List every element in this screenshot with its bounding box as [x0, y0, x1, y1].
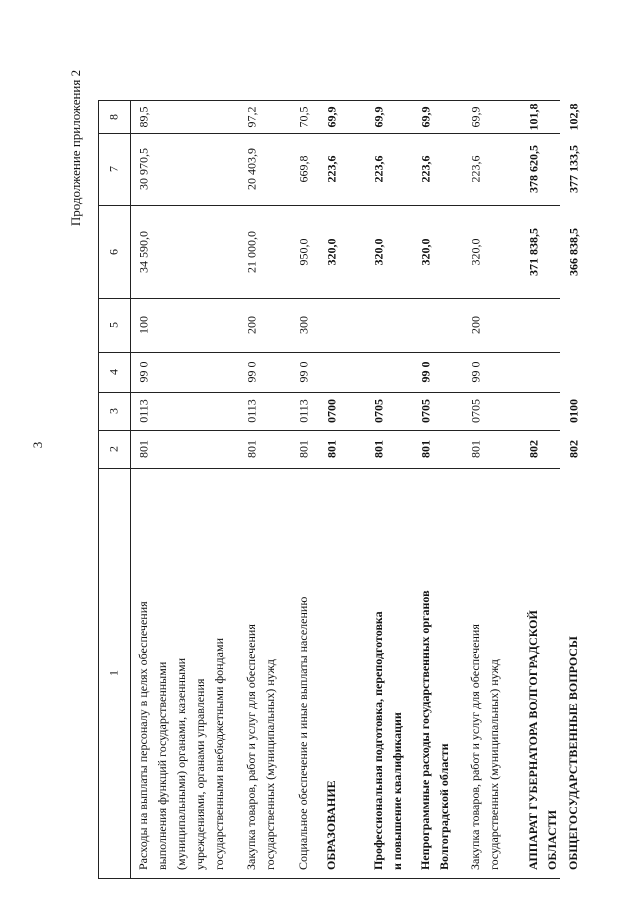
- table-border-line: [98, 100, 99, 878]
- row-cell-6: 320,0: [324, 238, 339, 265]
- row-cell-8: 89,5: [136, 106, 151, 127]
- row-cell-6: 34 590,0: [136, 230, 151, 273]
- row-description: [466, 624, 504, 870]
- appendix-note: Продолжение приложения 2: [68, 69, 83, 227]
- row-cell-3: 0705: [371, 399, 386, 423]
- row-cell-2: 801: [136, 440, 151, 458]
- column-header-7: 7: [106, 166, 121, 172]
- row-description-line: Расходы на выплаты персоналу в целях обеспечения: [136, 601, 150, 870]
- row-cell-2: 801: [371, 440, 386, 458]
- row-cell-2: 802: [526, 440, 541, 458]
- row-cell-6: 366 838,5: [566, 227, 581, 276]
- row-cell-7: 223,6: [371, 155, 386, 183]
- column-header-3: 3: [106, 408, 121, 414]
- row-description-line: выполнения функций государственными: [155, 661, 169, 870]
- row-description-line: государственными внебюджетными фондами: [212, 637, 226, 870]
- row-cell-8: 69,9: [371, 106, 386, 127]
- row-cell-7: 20 403,9: [244, 148, 259, 190]
- row-cell-6: 320,0: [468, 238, 483, 265]
- row-description-line: государственных (муниципальных) нужд: [487, 659, 501, 870]
- row-cell-6: 371 838,5: [526, 227, 541, 276]
- row-description: [416, 590, 454, 870]
- row-cell-7: 669,8: [296, 155, 311, 183]
- row-cell-7: 378 620,5: [526, 145, 541, 193]
- row-description-line: ОБЛАСТИ: [545, 810, 559, 870]
- row-cell-8: 69,9: [324, 106, 339, 127]
- row-cell-3: 0705: [468, 399, 483, 423]
- row-description: [524, 610, 562, 870]
- row-cell-4: 99 0: [418, 361, 433, 383]
- row-cell-3: 0113: [136, 399, 151, 423]
- column-header-8: 8: [106, 113, 121, 120]
- row-cell-4: 99 0: [468, 361, 483, 383]
- row-cell-7: 30 970,5: [136, 148, 151, 190]
- row-description: [322, 780, 341, 870]
- row-cell-4: 99 0: [136, 361, 151, 383]
- row-description-line: (муниципальными) органами, казенными: [174, 657, 188, 870]
- header-divider-line: [130, 100, 131, 878]
- row-cell-5: 200: [244, 316, 259, 334]
- column-divider-line: [98, 352, 560, 353]
- row-cell-3: 0100: [566, 399, 581, 423]
- column-header-2: 2: [106, 446, 121, 452]
- column-divider-line: [98, 878, 560, 879]
- row-cell-7: 377 133,5: [566, 145, 581, 193]
- row-cell-8: 101,8: [526, 103, 541, 130]
- row-description-line: ОБРАЗОВАНИЕ: [324, 780, 338, 870]
- row-cell-8: 97,2: [244, 106, 259, 127]
- row-cell-3: 0705: [418, 399, 433, 423]
- column-header-1: 1: [106, 670, 121, 676]
- row-description-line: ОБЩЕГОСУДАРСТВЕННЫЕ ВОПРОСЫ: [566, 636, 580, 870]
- row-description-line: Закупка товаров, работ и услуг для обеспечения: [468, 624, 482, 870]
- column-divider-line: [98, 298, 560, 299]
- row-cell-2: 801: [244, 440, 259, 458]
- row-cell-2: 801: [296, 440, 311, 458]
- row-cell-8: 70,5: [296, 106, 311, 127]
- column-header-6: 6: [106, 248, 121, 255]
- column-header-4: 4: [106, 369, 121, 375]
- row-description: [242, 624, 280, 870]
- row-description-line: Социальное обеспечение и иные выплаты населению: [296, 596, 310, 870]
- row-description: [369, 611, 407, 870]
- row-description-line: государственных (муниципальных) нужд: [263, 659, 277, 870]
- row-cell-2: 801: [324, 440, 339, 458]
- row-description-line: Непрограммные расходы государственных органов: [418, 590, 432, 870]
- row-cell-3: 0113: [244, 399, 259, 423]
- row-cell-8: 69,9: [468, 106, 483, 127]
- row-description: [134, 601, 229, 870]
- row-description-line: Волгоградской области: [437, 743, 451, 870]
- row-cell-7: 223,6: [468, 155, 483, 183]
- row-description-line: и повышение квалификации: [390, 712, 404, 870]
- row-cell-5: 300: [296, 316, 311, 334]
- column-divider-line: [98, 133, 560, 134]
- row-description-line: Закупка товаров, работ и услуг для обеспечения: [244, 624, 258, 870]
- row-cell-6: 320,0: [371, 238, 386, 265]
- row-cell-6: 21 000,0: [244, 230, 259, 273]
- row-cell-3: 0700: [324, 399, 339, 423]
- column-divider-line: [98, 430, 560, 431]
- row-cell-3: 0113: [296, 399, 311, 423]
- row-cell-6: 320,0: [418, 238, 433, 265]
- row-cell-7: 223,6: [418, 155, 433, 183]
- row-cell-2: 801: [468, 440, 483, 458]
- row-description-line: АППАРАТ ГУБЕРНАТОРА ВОЛГОГРАДСКОЙ: [526, 610, 540, 870]
- row-cell-4: 99 0: [296, 361, 311, 383]
- row-description-line: учреждениями, органами управления: [193, 678, 207, 870]
- row-cell-7: 223,6: [324, 155, 339, 183]
- column-divider-line: [98, 468, 560, 469]
- row-description: [294, 597, 313, 870]
- row-cell-6: 950,0: [296, 238, 311, 265]
- row-description: [564, 636, 583, 870]
- row-cell-5: 100: [136, 316, 151, 334]
- row-cell-5: 200: [468, 316, 483, 334]
- row-description-line: Профессиональная подготовка, переподготовка: [371, 611, 385, 870]
- page-number: 3: [30, 441, 45, 449]
- row-cell-8: 102,8: [566, 103, 581, 130]
- row-cell-4: 99 0: [244, 361, 259, 383]
- row-cell-2: 801: [418, 440, 433, 458]
- column-divider-line: [98, 205, 560, 206]
- column-header-5: 5: [106, 322, 121, 328]
- row-cell-8: 69,9: [418, 106, 433, 127]
- column-divider-line: [98, 100, 560, 101]
- row-cell-2: 802: [566, 440, 581, 458]
- column-divider-line: [98, 392, 560, 393]
